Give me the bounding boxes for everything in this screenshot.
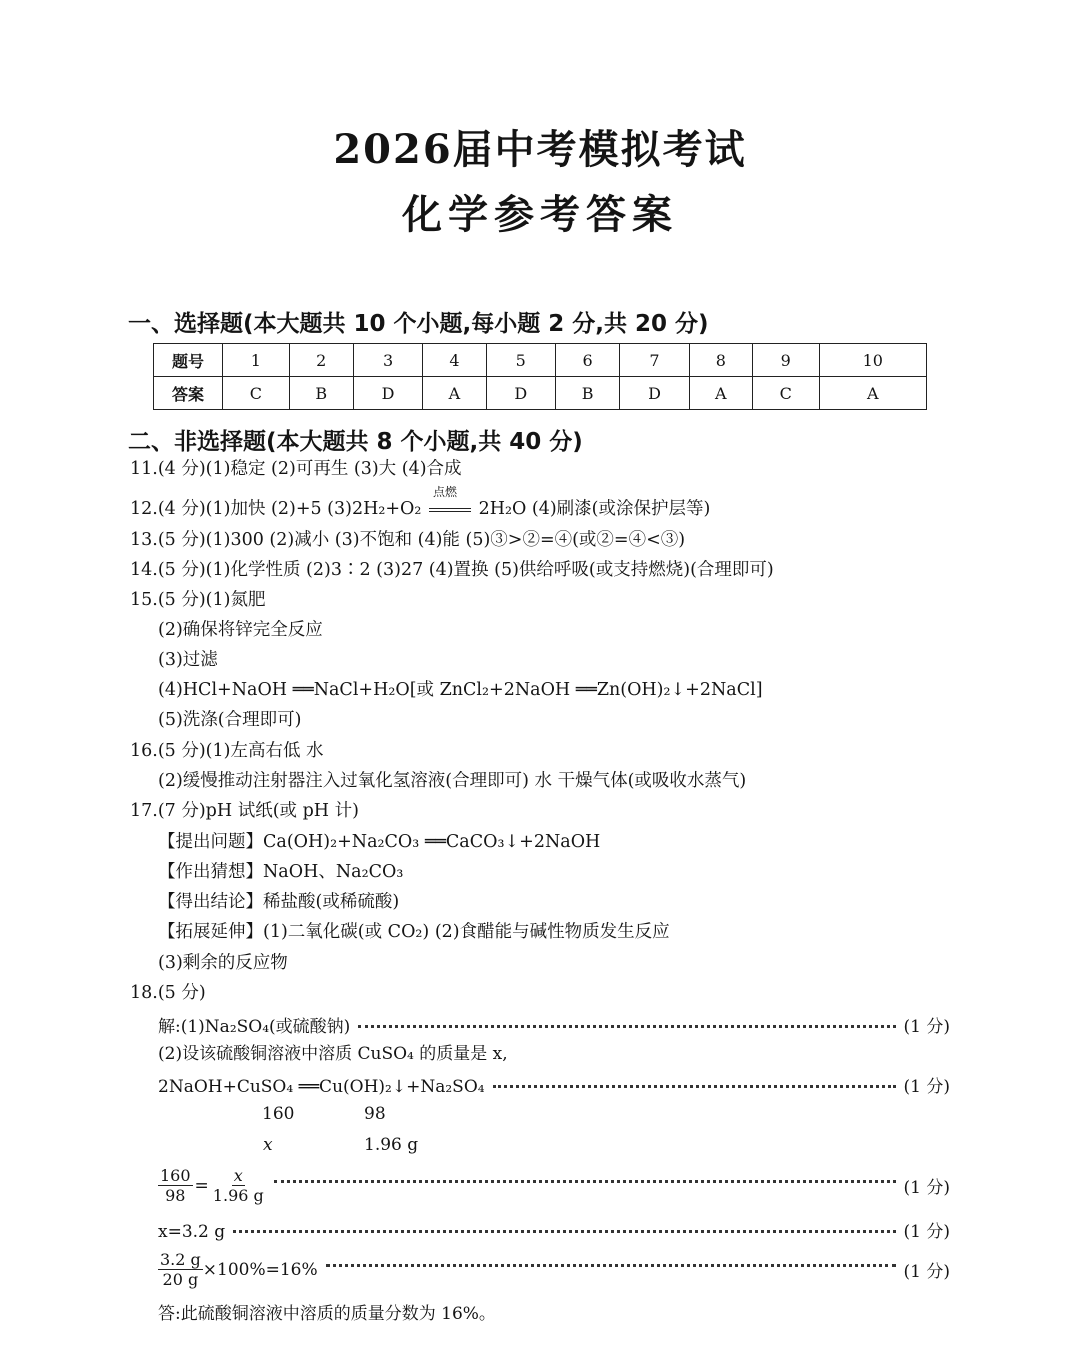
q18-proportion bbox=[158, 1166, 950, 1205]
answer-q13: 13.(5 分)(1)300 (2)减小 (3)不饱和 (4)能 (5)③>②=④(或②=④<③) bbox=[130, 530, 686, 550]
answer-q17-4: 【拓展延伸】(1)二氧化碳(或 CO₂) (2)食醋能与碱性物质发生反应 bbox=[158, 922, 670, 942]
q18-answer: 答:此硫酸铜溶液中溶质的质量分数为 16%。 bbox=[158, 1304, 496, 1324]
answer-q11: 11.(4 分)(1)稳定 (2)可再生 (3)大 (4)合成 bbox=[130, 459, 462, 479]
question-number: 6 bbox=[556, 344, 620, 377]
numerator: 160 bbox=[160, 1166, 191, 1185]
numerator: x bbox=[233, 1166, 243, 1185]
dot-leader bbox=[493, 1085, 896, 1088]
answer-q17-5: (3)剩余的反应物 bbox=[158, 953, 288, 973]
q18-step2: (2)设该硫酸铜溶液中溶质 CuSO₄ 的质量是 x, bbox=[158, 1044, 508, 1064]
answer-table bbox=[153, 343, 927, 410]
question-number: 5 bbox=[486, 344, 556, 377]
question-number-row bbox=[154, 344, 927, 377]
page-title: 2026届中考模拟考试 bbox=[333, 126, 747, 173]
molar-mass-cuso4: 160 bbox=[262, 1104, 295, 1124]
dot-leader bbox=[274, 1180, 896, 1183]
answer-cell: C bbox=[752, 377, 819, 410]
answer-cell: D bbox=[620, 377, 690, 410]
page-subtitle: 化学参考答案 bbox=[402, 191, 678, 238]
denominator: 1.96 g bbox=[212, 1186, 264, 1205]
q18-percentage bbox=[158, 1250, 950, 1289]
score-point: (1 分) bbox=[903, 1017, 950, 1037]
numerator: 3.2 g bbox=[160, 1250, 201, 1269]
question-number: 3 bbox=[353, 344, 423, 377]
q18-equation bbox=[158, 1072, 950, 1097]
answer-q14: 14.(5 分)(1)化学性质 (2)3∶2 (3)27 (4)置换 (5)供给呼吸(或支持燃烧)(合理即可) bbox=[130, 560, 774, 580]
molar-mass-cuoh2: 98 bbox=[364, 1104, 386, 1124]
condition-label: 点燃 bbox=[433, 484, 458, 499]
mass-precipitate: 1.96 g bbox=[364, 1135, 419, 1155]
answer-q15: 15.(5 分)(1)氮肥 bbox=[130, 590, 266, 610]
q18-step1-text: 解:(1)Na₂SO₄(或硫酸钠) bbox=[158, 1017, 351, 1037]
percentage-text: ×100%=16% bbox=[202, 1259, 318, 1280]
answer-q17-2: 【作出猜想】NaOH、Na₂CO₃ bbox=[158, 862, 404, 882]
answer-row bbox=[154, 377, 927, 410]
answer-cell: A bbox=[423, 377, 486, 410]
equals: = bbox=[194, 1175, 209, 1196]
question-number-label: 题号 bbox=[154, 344, 223, 377]
answer-q15-4: (4)HCl+NaOH ══NaCl+H₂O[或 ZnCl₂+2NaOH ══Zn(OH)₂↓+2NaCl] bbox=[158, 680, 763, 700]
q18-solve-x-text: x=3.2 g bbox=[158, 1222, 226, 1242]
answer-q15-2: (2)确保将锌完全反应 bbox=[158, 620, 323, 640]
section2-heading: 二、非选择题(本大题共 8 个小题,共 40 分) bbox=[128, 429, 583, 455]
score-point: (1 分) bbox=[903, 1222, 950, 1242]
answer-label: 答案 bbox=[154, 377, 223, 410]
unknown-x: x bbox=[263, 1135, 273, 1155]
score-point: (1 分) bbox=[903, 1077, 950, 1097]
question-number: 8 bbox=[689, 344, 752, 377]
q12-part1: 12.(4 分)(1)加快 (2)+5 (3)2H₂+O₂ bbox=[130, 499, 422, 519]
question-number: 4 bbox=[423, 344, 486, 377]
question-number: 1 bbox=[223, 344, 290, 377]
answer-cell: C bbox=[223, 377, 290, 410]
section1-heading: 一、选择题(本大题共 10 个小题,每小题 2 分,共 20 分) bbox=[128, 311, 709, 337]
dot-leader bbox=[326, 1264, 896, 1267]
answer-q15-5: (5)洗涤(合理即可) bbox=[158, 710, 302, 730]
question-number: 7 bbox=[620, 344, 690, 377]
question-number: 9 bbox=[752, 344, 819, 377]
equals-sign bbox=[429, 508, 471, 512]
answer-cell: A bbox=[689, 377, 752, 410]
score-point: (1 分) bbox=[903, 1178, 950, 1198]
question-number: 2 bbox=[289, 344, 353, 377]
answer-cell: B bbox=[289, 377, 353, 410]
answer-q17: 17.(7 分)pH 试纸(或 pH 计) bbox=[130, 801, 359, 821]
question-number: 10 bbox=[819, 344, 926, 377]
answer-q15-3: (3)过滤 bbox=[158, 650, 218, 670]
answer-q16: 16.(5 分)(1)左高右低 水 bbox=[130, 741, 324, 761]
dot-leader bbox=[233, 1230, 895, 1233]
answer-cell: D bbox=[353, 377, 423, 410]
fraction-x-196 bbox=[211, 1166, 266, 1205]
answer-cell: B bbox=[556, 377, 620, 410]
answer-q18: 18.(5 分) bbox=[130, 983, 206, 1003]
answer-cell: A bbox=[819, 377, 926, 410]
denominator: 20 g bbox=[162, 1270, 199, 1289]
q18-equation-text: 2NaOH+CuSO₄ ══Cu(OH)₂↓+Na₂SO₄ bbox=[158, 1077, 485, 1097]
answer-q16-2: (2)缓慢推动注射器注入过氧化氢溶液(合理即可) 水 干燥气体(或吸收水蒸气) bbox=[158, 771, 747, 791]
answer-q17-1: 【提出问题】Ca(OH)₂+Na₂CO₃ ══CaCO₃↓+2NaOH bbox=[158, 832, 601, 852]
dot-leader bbox=[358, 1025, 895, 1028]
q18-step1 bbox=[158, 1012, 950, 1037]
fraction-160-98 bbox=[158, 1166, 193, 1205]
q12-part2: 2H₂O (4)刷漆(或涂保护层等) bbox=[478, 499, 711, 519]
answer-q17-3: 【得出结论】稀盐酸(或稀硫酸) bbox=[158, 892, 400, 912]
answer-cell: D bbox=[486, 377, 556, 410]
answer-q12 bbox=[130, 484, 711, 522]
reaction-condition bbox=[427, 484, 473, 522]
denominator: 98 bbox=[165, 1186, 186, 1205]
q18-solve-x bbox=[158, 1217, 950, 1242]
score-point: (1 分) bbox=[903, 1262, 950, 1282]
fraction-32-20 bbox=[158, 1250, 203, 1289]
